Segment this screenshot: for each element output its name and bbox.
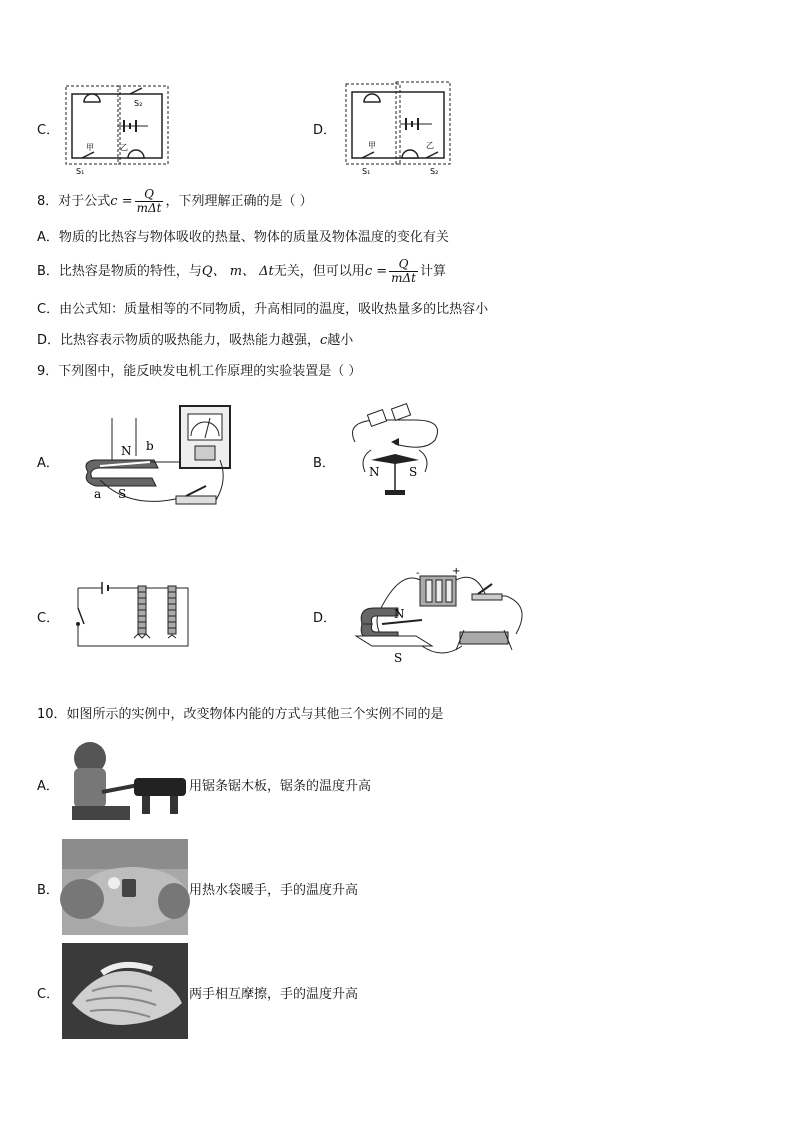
q8-option-c: C．由公式知：质量相等的不同物质，升高相同的温度，吸收热量多的比热容小: [37, 302, 489, 317]
q8-option-b: [37, 258, 446, 285]
q7d-jia-label: 甲: [368, 141, 376, 150]
q7c-s2-label: S₂: [134, 99, 143, 108]
q9-figure-b-oersted-setup: [345, 402, 445, 502]
q9a-a-label: a: [94, 487, 102, 501]
q9d-s-label: S: [394, 651, 403, 665]
q10-option-c-label: C．: [37, 987, 60, 1002]
q8-option-d: [37, 332, 353, 350]
q9a-b-label: b: [146, 439, 154, 453]
q7-option-d-label: D．: [313, 123, 337, 138]
q9-stem: 9．下列图中，能反映发电机工作原理的实验装置是（ ）: [37, 364, 362, 379]
q8-formula-lhs: c =: [110, 194, 133, 209]
q8-option-b-suffix: 计算: [420, 264, 447, 279]
q7c-s1-label: S₁: [76, 167, 85, 176]
q7-circuit-c-diagram: [62, 82, 172, 177]
q8-option-a: A．物质的比热容与物体吸收的热量、物体的质量及物体温度的变化有关: [37, 230, 449, 245]
q8-option-d-prefix: D．比热容表示物质的吸热能力，吸热能力越强，: [37, 333, 321, 348]
q8-option-b-denominator: mΔt: [391, 271, 416, 285]
q9d-minus-label: -: [416, 568, 420, 579]
q9-option-d-label: D．: [313, 611, 337, 626]
q10-option-c-photo-rubbing-hands: [62, 943, 188, 1039]
q7c-yi-label: 乙: [120, 143, 128, 152]
q7c-jia-label: 甲: [86, 143, 94, 152]
q8-formula-denominator: mΔt: [136, 201, 162, 215]
q9b-n-label: N: [369, 465, 380, 479]
q9d-plus-label: +: [452, 566, 461, 577]
q7-circuit-d-diagram: [342, 80, 454, 176]
q9-figure-a-generator-setup: [80, 400, 240, 510]
q8-option-b-fraction: [389, 258, 418, 285]
q8-option-b-formula-lhs: c =: [364, 264, 388, 279]
q8-formula-fraction: [135, 188, 164, 215]
q10-stem: 10．如图所示的实例中，改变物体内能的方式与其他三个实例不同的是: [37, 707, 444, 722]
q10-option-b-photo-hot-water-bag: [62, 839, 188, 935]
q10-option-c-text: 两手相互摩擦，手的温度升高: [189, 987, 359, 1002]
q9a-n-label: N: [121, 444, 132, 458]
q7d-s1-label: S₁: [362, 167, 371, 176]
q9b-s-label: S: [409, 465, 418, 479]
q8-stem: [37, 188, 313, 215]
q7d-s2-label: S₂: [430, 167, 439, 176]
q8-option-d-var: c: [320, 333, 328, 348]
q8-option-b-vars: Q、 m、 Δt: [201, 264, 274, 279]
q10-option-b-text: 用热水袋暖手，手的温度升高: [189, 883, 359, 898]
q8-option-d-suffix: 越小: [327, 333, 354, 348]
q10-option-a-text: 用锯条锯木板，锯条的温度升高: [189, 779, 372, 794]
q9a-s-label: S: [118, 487, 127, 501]
q8-stem-prefix: 8．对于公式: [37, 194, 111, 209]
q7d-yi-label: 乙: [426, 141, 434, 150]
q10-option-a-photo-sawing: [62, 736, 188, 828]
q10-option-b-label: B．: [37, 883, 59, 898]
q7-option-c-label: C．: [37, 123, 60, 138]
q9-figure-c-electromagnet-setup: [72, 578, 196, 652]
q8-stem-suffix: ，下列理解正确的是（ ）: [165, 194, 313, 209]
q8-option-b-numerator: Q: [389, 258, 418, 272]
q8-option-b-mid: 无关，但可以用: [273, 264, 365, 279]
q9-option-c-label: C．: [37, 611, 60, 626]
q9-option-a-label: A．: [37, 456, 59, 471]
q9-option-b-label: B．: [313, 456, 335, 471]
q9d-n-label: N: [394, 607, 405, 621]
q8-formula-numerator: Q: [135, 188, 164, 202]
q9-figure-d-motor-setup: [352, 566, 532, 666]
q10-option-a-label: A．: [37, 779, 59, 794]
q8-option-b-prefix: B．比热容是物质的特性，与: [37, 264, 202, 279]
